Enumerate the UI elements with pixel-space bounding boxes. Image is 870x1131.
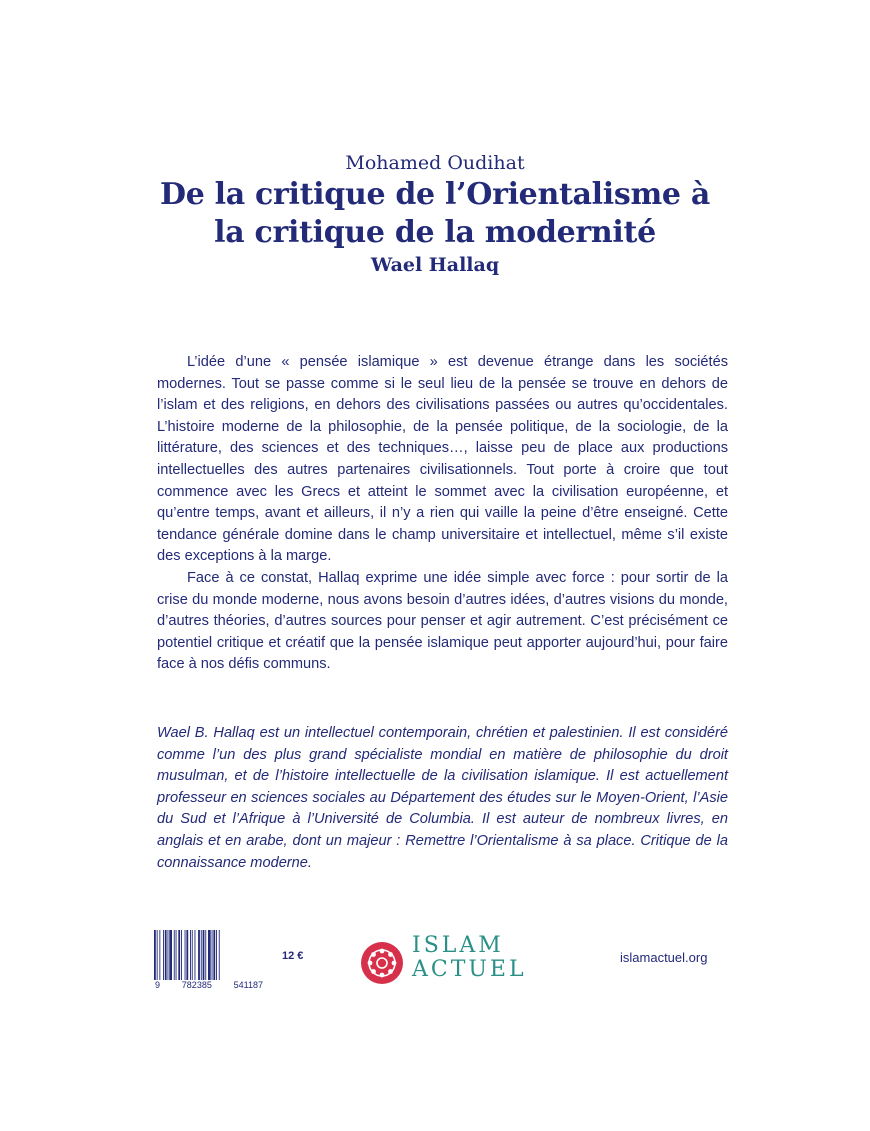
book-subject: Wael Hallaq <box>370 254 500 276</box>
title-line-2: la critique de la modernité <box>214 215 656 250</box>
publisher-wordmark-line-1: ISLAM <box>412 933 504 958</box>
blurb <box>157 352 728 676</box>
blurb-paragraph-2: Face à ce constat, Hallaq exprime une idée simple avec force : pour sortir de la crise du monde moderne, nous avons besoin d’autres idées, d’autres visions du monde, d’autres théories, d’autres sources pour penser et agir autrement. C’est précisément ce potentiel critique et créatif que la pensée islamique peut apporter aujourd’hui, pour faire face à nos défis communs. <box>157 569 728 673</box>
publisher-wordmark <box>412 934 527 982</box>
barcode-digit-group-2: 782385 <box>181 980 212 990</box>
title-line-1: De la critique de l’Orientalisme à <box>160 177 710 212</box>
book-title <box>0 176 870 252</box>
author-bio: Wael B. Hallaq est un intellectuel contemporain, chrétien et palestinien. Il est considéré comme l’un des plus grand spécialiste mondial en matière de philosophie du droit musulman, et de l’histoire intellectuelle de la civilisation islamique. Il est actuellement professeur en sciences sociales au Département des études sur le Moyen-Orient, l’Asie du Sud et l’Afrique à l’Université de Columbia. Il est auteur de nombreux livres, en anglais et en arabe, dont un majeur : Remettre l’Orientalisme à sa place. Critique de la connaissance moderne. <box>157 725 728 871</box>
blurb-paragraph-1: L’idée d’une « pensée islamique » est devenue étrange dans les sociétés modernes. Tout se passe comme si le seul lieu de la pensée se trouve en dehors de l’islam et des religions, en dehors des civilisations passées ou autres qu’occidentales. L’histoire moderne de la philosophie, de la pensée politique, de la sociologie, de la littérature, des sciences et des techniques…, laisse peu de place aux productions intellectuelles des autres partenaires civilisationnels. Tout porte à croire que tout commence avec les Grecs et atteint le sommet avec la civilisation européenne, et qu’entre temps, avant et ailleurs, il n’y a rien qui vaille la peine d’être enseigné. Cette tendance générale domine dans le champ universitaire et intellectuel, même s’il existe des exceptions à la marge. <box>157 354 728 565</box>
publisher-website: islamactuel.org <box>620 950 708 965</box>
publisher-wordmark-line-2: ACTUEL <box>412 957 527 982</box>
rosette-icon <box>360 941 404 985</box>
barcode-digit-group-1: 9 <box>155 980 161 990</box>
publisher-logo <box>360 934 530 986</box>
barcode-digit-group-3: 541187 <box>233 980 263 990</box>
price-label: 12 € <box>282 950 304 962</box>
isbn-barcode <box>153 930 265 990</box>
author-name: Mohamed Oudihat <box>345 152 525 174</box>
cover-header <box>0 150 870 278</box>
barcode-digits <box>153 980 265 992</box>
cover-footer <box>0 928 870 998</box>
barcode-icon <box>153 930 265 982</box>
